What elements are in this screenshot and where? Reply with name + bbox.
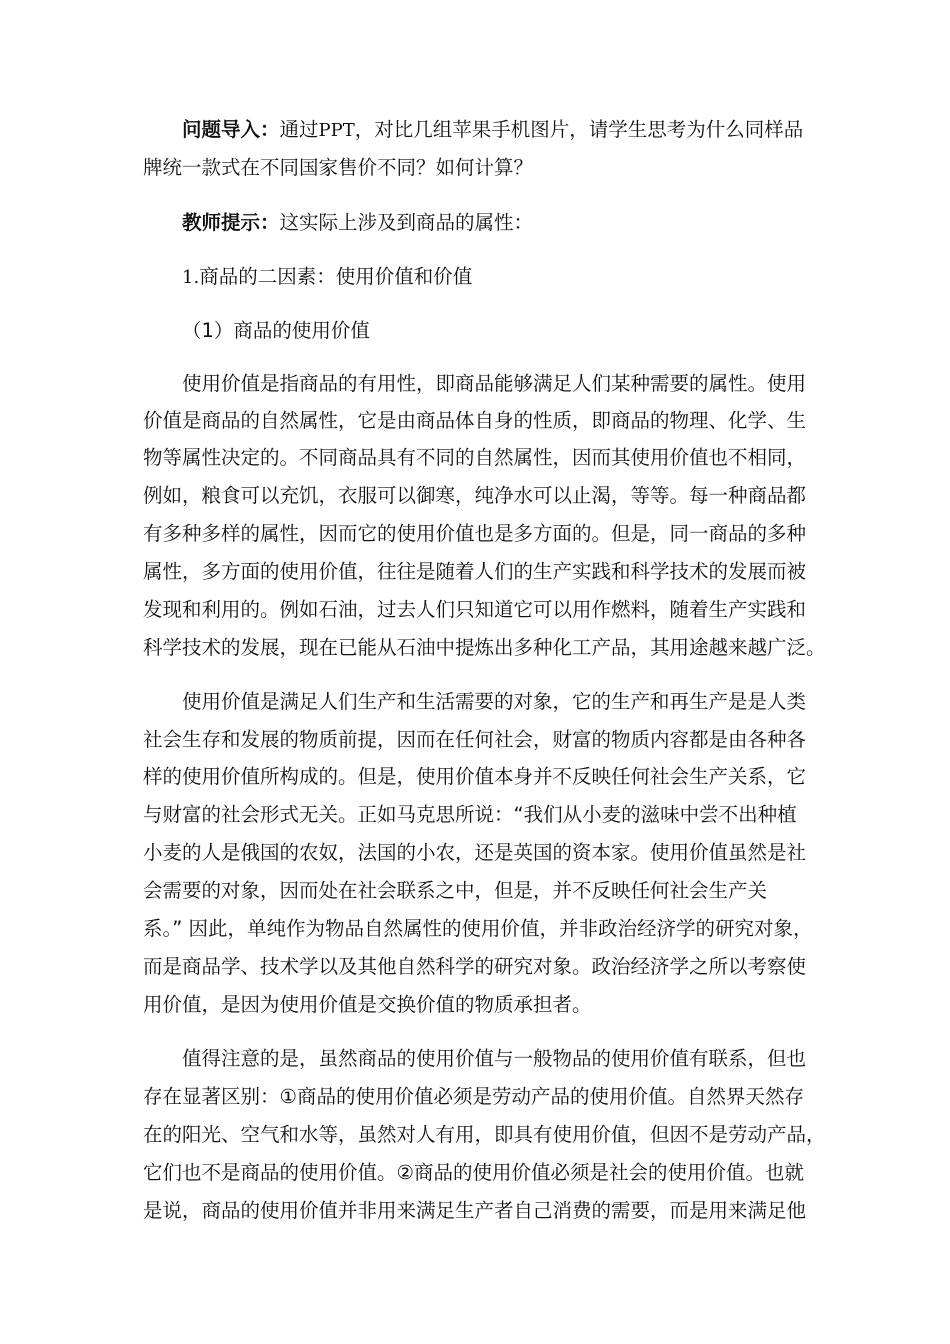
paragraph-2-line: 使用价值是满足人们生产和生活需要的对象，它的生产和再生产是是人类	[182, 690, 807, 713]
paragraph-2-line: 社会生存和发展的物质前提，因而在任何社会，财富的物质内容都是由各种各	[143, 728, 807, 751]
paragraph-1-line: 例如，粮食可以充饥，衣服可以御寒，纯净水可以止渴，等等。每一种商品都	[143, 484, 807, 507]
paragraph-2-line: 小麦的人是俄国的农奴，法国的小农，还是英国的资本家。使用价值虽然是社	[143, 841, 807, 864]
intro-text-after: ，对比几组苹果手机图片，请学生思考为什么同样品	[354, 118, 804, 141]
intro-line-2: 牌统一款式在不同国家售价不同？如何计算？	[143, 156, 534, 179]
subsection-title: 商品的使用价值	[233, 319, 370, 342]
paragraph-1-line: 使用价值是指商品的有用性，即商品能够满足人们某种需要的属性。使用	[182, 372, 807, 395]
paragraph-1-line: 科学技术的发展，现在已能从石油中提炼出多种化工产品，其用途越来越广泛。	[143, 636, 826, 659]
intro-line-1	[182, 118, 862, 143]
paragraph-1-line: 价值是商品的自然属性，它是由商品体自身的性质，即商品的物理、化学、生	[143, 409, 807, 432]
section-title: 商品的二因素：使用价值和价值	[199, 265, 473, 288]
subsection-number: （1）	[182, 319, 234, 342]
paragraph-3-line: 值得注意的是，虽然商品的使用价值与一般物品的使用价值有联系，但也	[182, 1047, 807, 1070]
paragraph-2-line: 与财富的社会形式无关。正如马克思所说：“我们从小麦的滋味中尝不出种植	[143, 803, 797, 826]
paragraph-3-line: 在的阳光、空气和水等，虽然对人有用，即具有使用价值，但因不是劳动产品，	[143, 1123, 826, 1146]
intro-text-before: 通过	[279, 118, 319, 141]
intro-label: 问题导入：	[182, 118, 280, 141]
teacher-hint	[182, 211, 862, 235]
paragraph-1-line: 有多种多样的属性，因而它的使用价值也是多方面的。但是，同一商品的多种	[143, 522, 807, 545]
paragraph-3-line: 它们也不是商品的使用价值。②商品的使用价值必须是社会的使用价值。也就	[143, 1161, 804, 1184]
paragraph-1-line: 物等属性决定的。不同商品具有不同的自然属性，因而其使用价值也不相同，	[143, 446, 807, 469]
section-number: 1.	[182, 267, 200, 288]
paragraph-1-line: 属性，多方面的使用价值，往往是随着人们的生产实践和科学技术的发展而被	[143, 560, 807, 583]
paragraph-3-line: 存在显著区别：①商品的使用价值必须是劳动产品的使用价值。自然界天然存	[143, 1085, 804, 1108]
paragraph-2-line: 会需要的对象，因而处在社会联系之中，但是，并不反映任何社会生产关	[143, 879, 768, 902]
hint-label: 教师提示：	[182, 211, 280, 234]
hint-text: 这实际上涉及到商品的属性：	[279, 211, 534, 234]
paragraph-2-line: 而是商品学、技术学以及其他自然科学的研究对象。政治经济学之所以考察使	[143, 955, 807, 978]
paragraph-2-line: 用价值，是因为使用价值是交换价值的物质承担者。	[143, 993, 592, 1016]
subsection-heading-1	[182, 319, 862, 343]
paragraph-2-line: 样的使用价值所构成的。但是，使用价值本身并不反映任何社会生产关系，它	[143, 765, 807, 788]
paragraph-3-line: 是说，商品的使用价值并非用来满足生产者自己消费的需要，而是用来满足他	[143, 1199, 807, 1222]
paragraph-1-line: 发现和利用的。例如石油，过去人们只知道它可以用作燃料，随着生产实践和	[143, 598, 807, 621]
paragraph-2-line: 系。” 因此，单纯作为物品自然属性的使用价值，并非政治经济学的研究对象，	[143, 917, 813, 940]
section-heading-1	[182, 265, 862, 290]
intro-ppt: PPT	[318, 120, 355, 141]
